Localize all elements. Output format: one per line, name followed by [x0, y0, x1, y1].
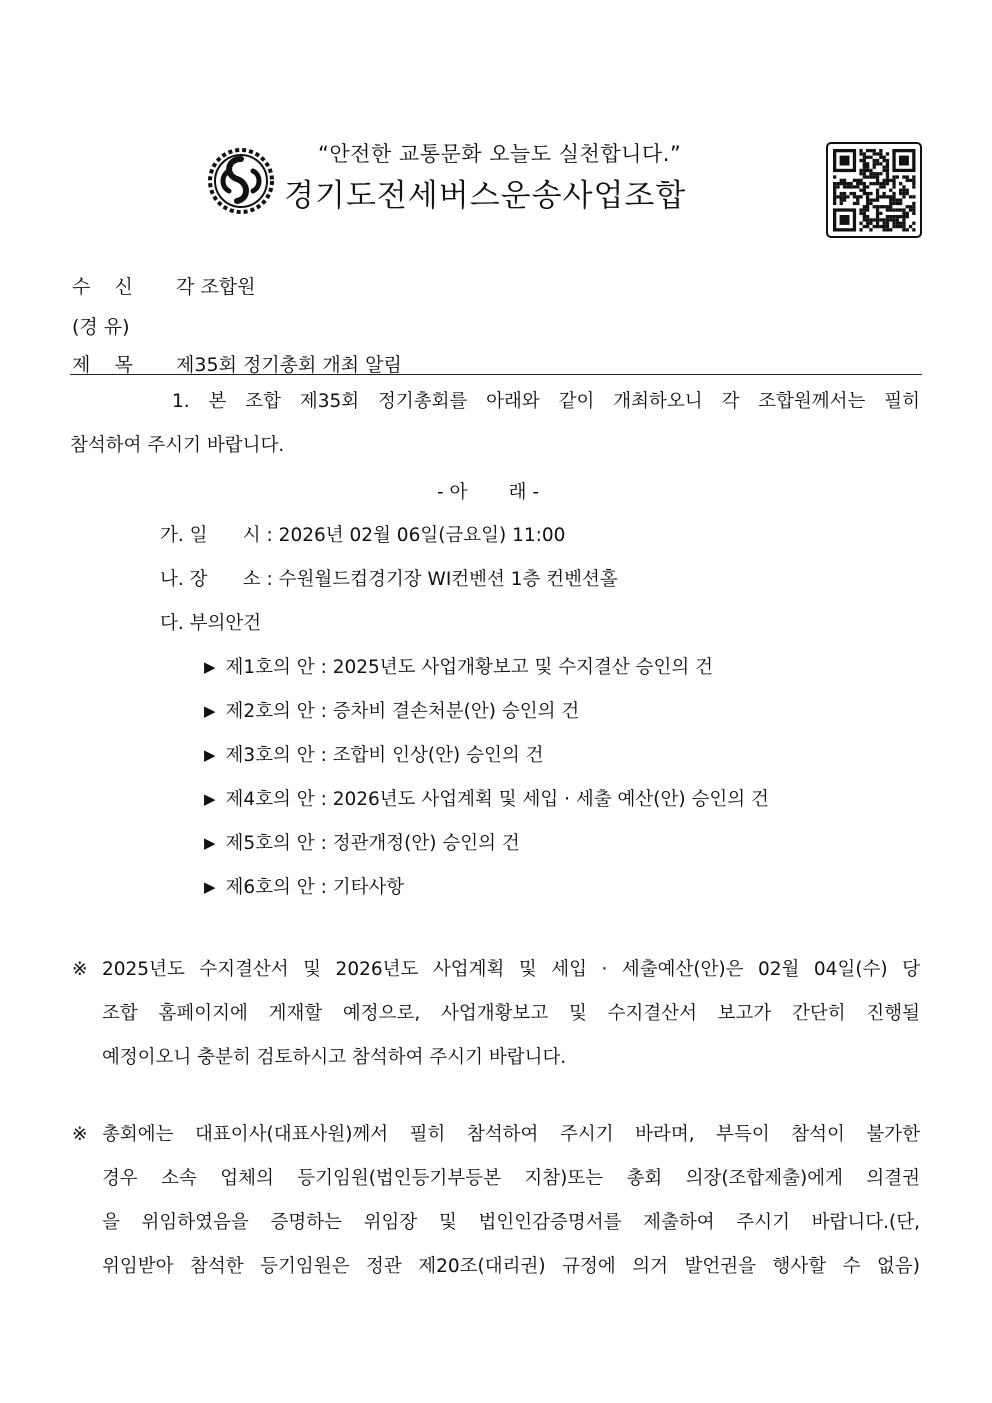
agenda-item — [204, 829, 520, 855]
organization-name: 경기도전세버스운송사업조합 — [284, 178, 687, 214]
below-heading: - 아 래 - — [437, 482, 540, 503]
agenda-item — [204, 653, 713, 679]
agenda-item-no: 제1호의 안 — [225, 657, 315, 678]
qr-code-icon[interactable] — [826, 142, 922, 238]
note2-line-3: 을 위임하였음을 증명하는 위임장 및 법인인감증명서를 제출하여 주시기 바랍니다.(단, — [102, 1212, 920, 1233]
agenda-item-no: 제4호의 안 — [225, 789, 315, 810]
note1-line-2: 조합 홈페이지에 게재할 예정으로, 사업개황보고 및 수지결산서 보고가 간단히 진행될 — [102, 1003, 920, 1024]
agenda-item — [204, 873, 404, 899]
agenda-item-no: 제2호의 안 — [225, 701, 315, 722]
agenda-item-text: : 기타사항 — [320, 877, 405, 898]
note-mark: ※ — [72, 1124, 88, 1145]
triangle-bullet-icon: ▶ — [204, 790, 216, 808]
via-label: (경 유) — [72, 316, 130, 338]
triangle-bullet-icon: ▶ — [204, 746, 216, 764]
agenda-item-text: : 2025년도 사업개황보고 및 수지결산 승인의 건 — [320, 657, 713, 678]
intro-line-1: 1. 본 조합 제35회 정기총회를 아래와 같이 개최하오니 각 조합원께서는 필히 — [172, 391, 920, 412]
agenda-item-text: : 2026년도 사업계획 및 세입 · 세출 예산(안) 승인의 건 — [320, 789, 769, 810]
agenda-item-no: 제3호의 안 — [225, 745, 315, 766]
agenda-item-no: 제5호의 안 — [225, 833, 315, 854]
agenda-item — [204, 741, 543, 767]
place-label: 나. 장 소 : — [160, 569, 273, 590]
date-row — [160, 521, 565, 547]
agenda-item-text: : 조합비 인상(안) 승인의 건 — [320, 745, 544, 766]
date-value: 2026년 02월 06일(금요일) 11:00 — [278, 525, 566, 546]
triangle-bullet-icon: ▶ — [204, 834, 216, 852]
recipient-label: 수 신 — [72, 276, 133, 298]
subject-divider — [70, 374, 922, 375]
agenda-item-text: : 증차비 결손처분(안) 승인의 건 — [320, 701, 580, 722]
place-value: 수원월드컵경기장 WI컨벤션 1층 컨벤션홀 — [278, 569, 618, 590]
date-label: 가. 일 시 : — [160, 525, 273, 546]
slogan: “안전한 교통문화 오늘도 실천합니다.” — [318, 142, 682, 166]
agenda-item-no: 제6호의 안 — [225, 877, 315, 898]
note2-line-1: 총회에는 대표이사(대표사원)께서 필히 참석하여 주시기 바라며, 부득이 참석이 불가한 — [102, 1124, 920, 1145]
note1-line-3: 예정이오니 충분히 검토하시고 참석하여 주시기 바랍니다. — [102, 1047, 567, 1068]
recipient-row — [72, 272, 256, 299]
subject-label: 제 목 — [72, 354, 133, 376]
agenda-label: 다. 부의안건 — [160, 613, 262, 634]
note-mark: ※ — [72, 959, 88, 980]
agenda-item — [204, 785, 769, 811]
note2-line-2: 경우 소속 업체의 등기임원(법인등기부등본 지참)또는 총회 의장(조합제출)에게 의결권 — [102, 1168, 920, 1189]
triangle-bullet-icon: ▶ — [204, 658, 216, 676]
subject-row — [72, 350, 402, 377]
agenda-item-text: : 정관개정(안) 승인의 건 — [320, 833, 520, 854]
triangle-bullet-icon: ▶ — [204, 878, 216, 896]
note1-line-1: 2025년도 수지결산서 및 2026년도 사업계획 및 세입 · 세출예산(안)은 02월 04일(수) 당 — [102, 959, 920, 980]
note2-line-4: 위임받아 참석한 등기임원은 정관 제20조(대리권) 규정에 의거 발언권을 행사할 수 없음) — [102, 1256, 920, 1277]
subject-value: 제35회 정기총회 개최 알림 — [176, 354, 402, 376]
place-row — [160, 565, 618, 591]
organization-logo — [207, 147, 275, 215]
triangle-bullet-icon: ▶ — [204, 702, 216, 720]
recipient-value: 각 조합원 — [176, 276, 256, 298]
intro-line-2: 참석하여 주시기 바랍니다. — [70, 435, 285, 456]
agenda-item — [204, 697, 579, 723]
